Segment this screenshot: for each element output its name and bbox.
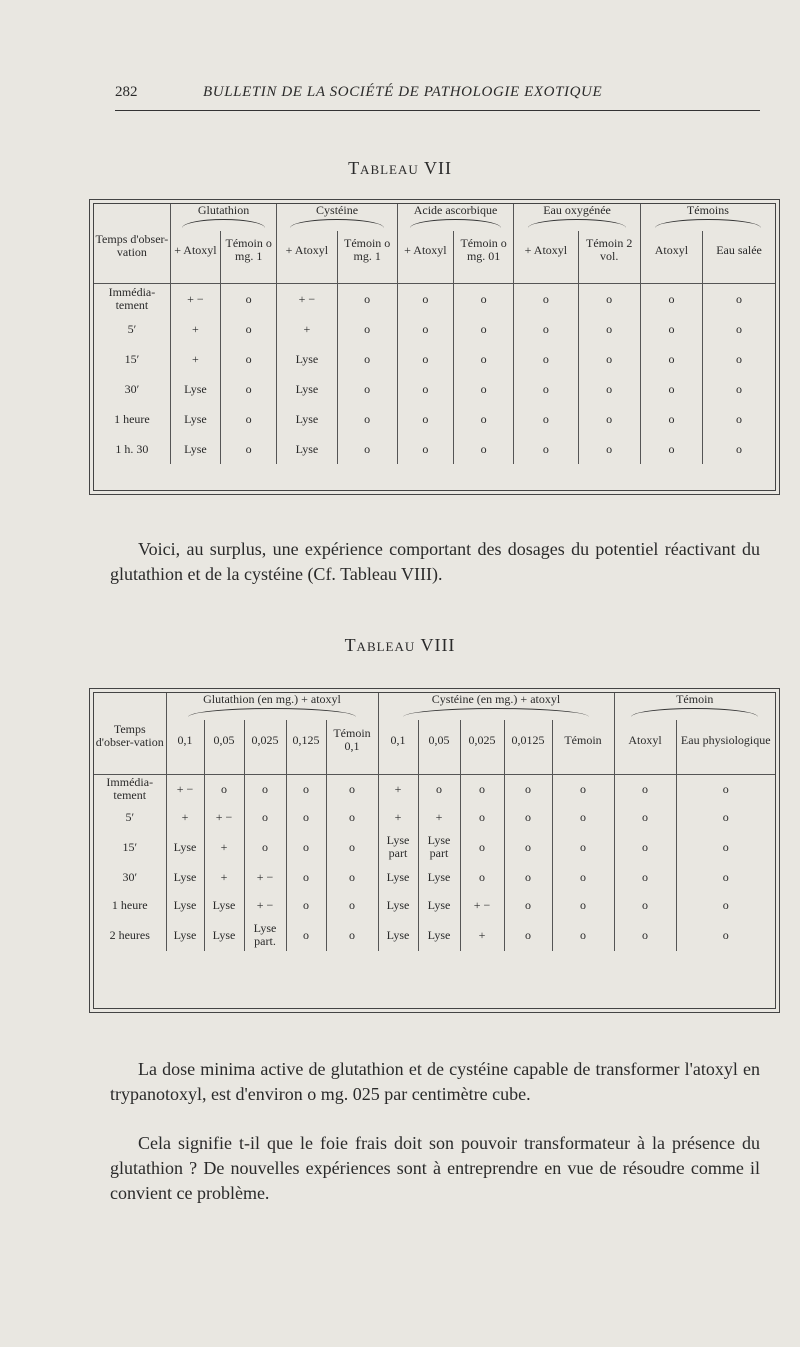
table-cell: o (221, 404, 277, 434)
table8-time-header: Temps d'obser-vation (95, 721, 164, 749)
table-cell: o (454, 374, 514, 404)
table8-column-header: 0,1 (166, 720, 204, 760)
table-cell: o (286, 891, 326, 919)
table-cell: o (337, 434, 397, 464)
table-cell: o (552, 891, 614, 919)
row-time-label: 1 h. 30 (115, 441, 149, 456)
table8-column-header: Atoxyl (614, 720, 676, 760)
paragraph-minimum-dose: La dose minima active de glutathion et de cystéine capable de transformer l'atoxyl en trypanotoxyl, est d'environ o mg. 025 par centimètre cube. (110, 1059, 760, 1104)
table-row (94, 434, 775, 464)
table7 (89, 199, 780, 495)
table-cell: o (286, 919, 326, 951)
table8-group-header: Témoin (614, 693, 775, 720)
table-cell: Lyse (166, 863, 204, 891)
table-cell: Lyse (378, 891, 418, 919)
table-cell: o (703, 284, 775, 315)
table-cell: o (614, 863, 676, 891)
table-cell: + − (460, 891, 504, 919)
table-cell: o (514, 404, 578, 434)
row-time-label: 1 heure (114, 411, 150, 426)
table-cell: o (514, 434, 578, 464)
table-cell: o (578, 374, 640, 404)
table-cell: o (504, 775, 552, 804)
table-cell: Lyse (170, 404, 220, 434)
table-cell: o (418, 775, 460, 804)
table-cell: o (504, 891, 552, 919)
table8 (89, 688, 780, 1013)
table-cell: Lyse (204, 891, 244, 919)
table-cell: o (552, 775, 614, 804)
table-cell: Lyse (166, 891, 204, 919)
table-cell: o (326, 863, 378, 891)
table-cell: o (578, 404, 640, 434)
table-cell: o (614, 775, 676, 804)
table-cell: o (460, 831, 504, 863)
table-cell: o (703, 344, 775, 374)
table8-column-header: 0,05 (204, 720, 244, 760)
table-cell: Lyse (204, 919, 244, 951)
table8-title: Tableau VIII (344, 635, 456, 655)
table-cell: o (454, 344, 514, 374)
table-row (94, 404, 775, 434)
table7-column-header: Témoin o mg. 1 (221, 231, 277, 269)
table-cell: o (552, 919, 614, 951)
table-row (94, 775, 775, 804)
table-cell: o (676, 919, 775, 951)
table-cell: o (504, 863, 552, 891)
table-row (94, 803, 775, 831)
table-cell: o (640, 374, 702, 404)
table7-column-header: Atoxyl (640, 231, 702, 269)
table-cell: o (703, 404, 775, 434)
table-cell: o (676, 775, 775, 804)
table8-column-header: Témoin (552, 720, 614, 760)
table-cell: + (277, 314, 337, 344)
table-cell: Lyse (418, 919, 460, 951)
table8-column-header: 0,1 (378, 720, 418, 760)
table7-column-header: + Atoxyl (277, 231, 337, 269)
table-cell: o (514, 344, 578, 374)
table-cell: o (504, 831, 552, 863)
table7-column-header: + Atoxyl (514, 231, 578, 269)
table7-column-header: Témoin o mg. 01 (454, 231, 514, 269)
table-cell: + − (170, 284, 220, 315)
table8-column-header: 0,125 (286, 720, 326, 760)
table-row (94, 891, 775, 919)
table-cell: o (244, 831, 286, 863)
table-cell: o (578, 434, 640, 464)
table-cell: o (286, 863, 326, 891)
table-cell: o (676, 831, 775, 863)
table7-group-header: Glutathion (170, 204, 276, 231)
table-cell: + (204, 863, 244, 891)
table-cell: o (552, 803, 614, 831)
table-cell: + − (166, 775, 204, 804)
table7-column-header: Eau salée (703, 231, 775, 269)
table-cell: o (397, 314, 453, 344)
table-cell: + − (277, 284, 337, 315)
paragraph-intro-table8: Voici, au surplus, une expérience comportant des dosages du potentiel réactivant du glutathion et de la cystéine (Cf. Tableau VIII). (110, 539, 760, 584)
table-row (94, 284, 775, 315)
table-cell: Lyse (418, 863, 460, 891)
table-cell: + (166, 803, 204, 831)
row-time-label: Immédia-tement (106, 775, 154, 802)
table-cell: Lyse (378, 863, 418, 891)
table-cell: o (244, 775, 286, 804)
row-time-label: 5′ (127, 321, 137, 336)
row-time-label: 15′ (124, 351, 140, 366)
running-title: BULLETIN DE LA SOCIÉTÉ DE PATHOLOGIE EXOTIQUE (203, 84, 603, 100)
table-cell: o (614, 891, 676, 919)
table-cell: o (504, 803, 552, 831)
table-cell: Lyse (170, 434, 220, 464)
table-cell: o (578, 314, 640, 344)
table-cell: o (552, 863, 614, 891)
table-cell: + − (244, 863, 286, 891)
table-cell: o (326, 775, 378, 804)
table7-column-header: + Atoxyl (170, 231, 220, 269)
table7-column-header: Témoin 2 vol. (578, 231, 640, 269)
table-row (94, 863, 775, 891)
table-cell: + (378, 775, 418, 804)
table8-group-header: Glutathion (en mg.) + atoxyl (166, 693, 378, 720)
table-cell: + (204, 831, 244, 863)
table-cell: + (170, 344, 220, 374)
table8-column-header: Eau physiologique (676, 720, 775, 760)
table-cell: Lyse part. (244, 919, 286, 951)
table-cell: o (578, 344, 640, 374)
table-cell: o (514, 374, 578, 404)
table7-column-header: Témoin o mg. 1 (337, 231, 397, 269)
table-cell: o (676, 803, 775, 831)
table-cell: o (326, 831, 378, 863)
table-cell: Lyse (277, 374, 337, 404)
table7-group-header: Témoins (640, 204, 775, 231)
table-cell: o (454, 404, 514, 434)
table8-column-header: 0,05 (418, 720, 460, 760)
table-cell: o (454, 284, 514, 315)
table-cell: o (514, 284, 578, 315)
table-cell: o (703, 314, 775, 344)
table-cell: o (640, 344, 702, 374)
table-cell: o (640, 434, 702, 464)
table-row (94, 374, 775, 404)
table-cell: o (326, 803, 378, 831)
table-cell: + (460, 919, 504, 951)
table-cell: o (504, 919, 552, 951)
table-cell: o (221, 434, 277, 464)
table-cell: + (170, 314, 220, 344)
table-cell: o (337, 284, 397, 315)
page-number: 282 (115, 84, 138, 100)
table-cell: o (244, 803, 286, 831)
table-cell: o (703, 374, 775, 404)
table-cell: Lyse (166, 919, 204, 951)
table-cell: o (460, 863, 504, 891)
table-cell: Lyse (166, 831, 204, 863)
table7-group-header: Acide ascorbique (397, 204, 513, 231)
table-cell: o (326, 919, 378, 951)
table-row (94, 831, 775, 863)
row-time-label: 2 heures (109, 927, 150, 942)
table-cell: Lyse (277, 344, 337, 374)
row-time-label: 30′ (124, 381, 140, 396)
table-cell: o (397, 434, 453, 464)
table-cell: Lyse part (418, 831, 460, 863)
table-cell: o (337, 374, 397, 404)
table-cell: o (397, 344, 453, 374)
table-cell: o (454, 434, 514, 464)
table-cell: o (221, 374, 277, 404)
table-cell: Lyse (277, 434, 337, 464)
table-cell: o (640, 314, 702, 344)
table-cell: o (614, 803, 676, 831)
table-cell: o (397, 374, 453, 404)
table-cell: + − (204, 803, 244, 831)
table-cell: Lyse (378, 919, 418, 951)
table-cell: o (454, 314, 514, 344)
table-cell: o (614, 831, 676, 863)
table-cell: o (397, 404, 453, 434)
table-cell: o (221, 344, 277, 374)
table-cell: o (221, 314, 277, 344)
row-time-label: 1 heure (111, 897, 148, 912)
table8-column-header: 0,025 (460, 720, 504, 760)
table-cell: o (337, 344, 397, 374)
table-cell: o (578, 284, 640, 315)
row-time-label: 15′ (122, 839, 138, 854)
table-row (94, 314, 775, 344)
paragraph-conclusion: Cela signifie t-il que le foie frais doit son pouvoir transformateur à la présence du glutathion ? De nouvelles expériences sont à entreprendre en vue de résoudre comme il convient ce problème. (110, 1133, 760, 1203)
table-cell: o (286, 831, 326, 863)
table7-column-header: + Atoxyl (397, 231, 453, 269)
table8-column-header: 0,0125 (504, 720, 552, 760)
table-cell: o (552, 831, 614, 863)
table-cell: + (378, 803, 418, 831)
table-cell: o (221, 284, 277, 315)
table7-group-header: Eau oxygénée (514, 204, 641, 231)
table8-column-header: Témoin 0,1 (326, 720, 378, 760)
table-cell: o (286, 803, 326, 831)
table8-group-header: Cystéine (en mg.) + atoxyl (378, 693, 614, 720)
table-cell: o (703, 434, 775, 464)
table-cell: o (676, 891, 775, 919)
table-cell: o (614, 919, 676, 951)
row-time-label: 5′ (125, 809, 135, 824)
table-cell: Lyse part (378, 831, 418, 863)
table-cell: o (337, 404, 397, 434)
table-cell: + (418, 803, 460, 831)
table-cell: o (204, 775, 244, 804)
table-cell: o (286, 775, 326, 804)
page-header (115, 84, 760, 111)
table-cell: o (640, 284, 702, 315)
row-time-label: 30′ (122, 869, 138, 884)
table-cell: o (326, 891, 378, 919)
table-cell: o (460, 803, 504, 831)
table-cell: Lyse (170, 374, 220, 404)
table-cell: o (514, 314, 578, 344)
table7-time-header: Temps d'obser-vation (95, 231, 169, 259)
table-cell: o (676, 863, 775, 891)
table-cell: o (460, 775, 504, 804)
table8-column-header: 0,025 (244, 720, 286, 760)
table-cell: Lyse (418, 891, 460, 919)
table7-title: Tableau VII (348, 158, 452, 178)
table-cell: o (397, 284, 453, 315)
table-cell: o (640, 404, 702, 434)
row-time-label: Immédia-tement (108, 285, 156, 312)
table-cell: o (337, 314, 397, 344)
table-row (94, 919, 775, 951)
table-cell: + − (244, 891, 286, 919)
table-cell: Lyse (277, 404, 337, 434)
table-row (94, 344, 775, 374)
table7-group-header: Cystéine (277, 204, 398, 231)
